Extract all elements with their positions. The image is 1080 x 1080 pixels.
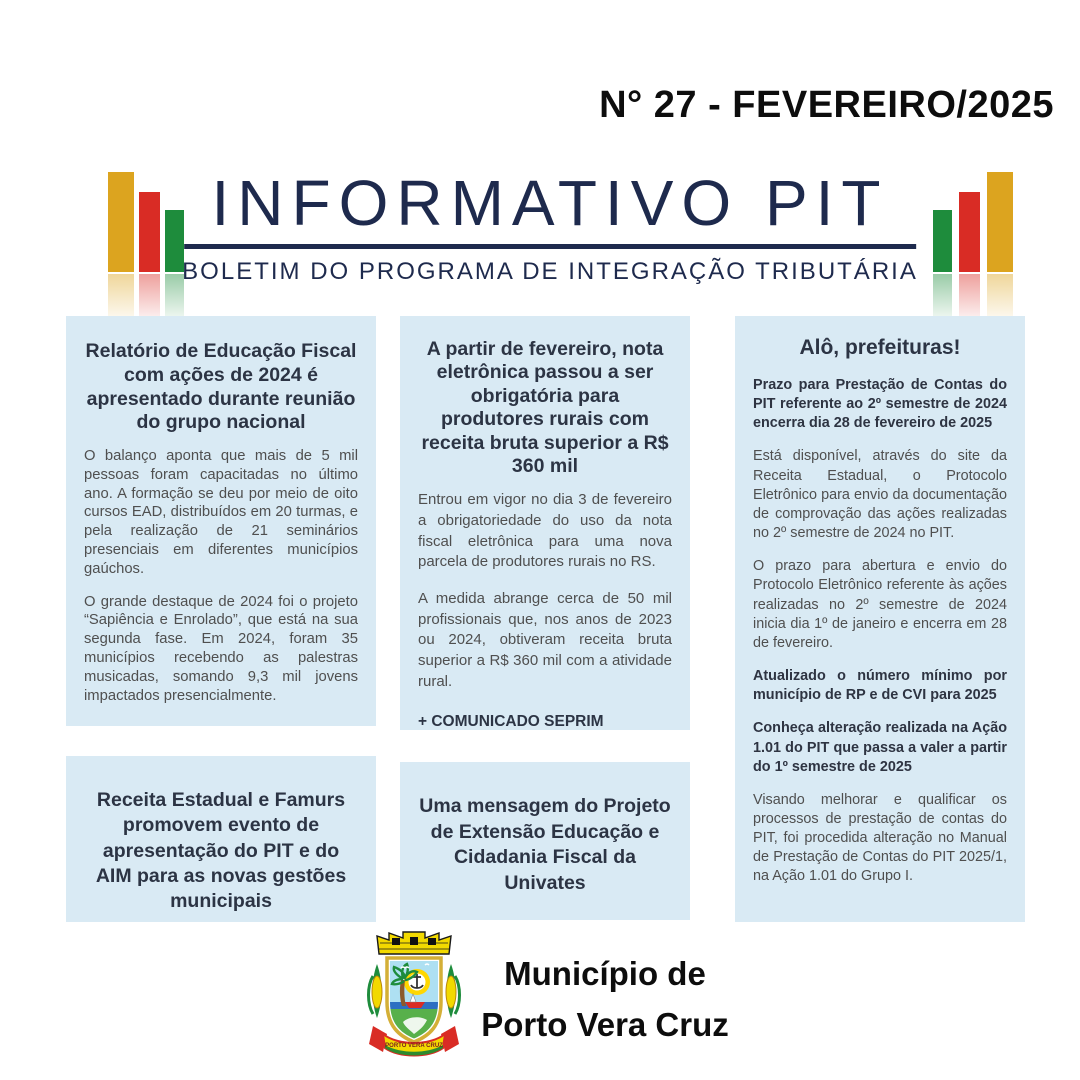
article-educacao-fiscal: [66, 316, 376, 726]
article-receita-famurs: [66, 756, 376, 922]
masthead: [182, 167, 918, 286]
article-paragraph: O balanço aponta que mais de 5 mil pessoas foram capacitadas no último ano. A formação se deu por meio de oito cursos EAD, distribuídos em 20 turmas, e pela realização de 21 seminários presenciais em diferentes municípios gaúchos.: [84, 448, 358, 577]
article-heading: Relatório de Educação Fiscal com ações de 2024 é apresentado durante reunião do grupo nacional: [85, 340, 357, 434]
article-paragraph: A medida abrange cerca de 50 mil profissionais que, nos anos de 2023 ou 2024, obtiveram receita bruta superior a R$ 360 mil com a atividade rural.: [418, 590, 672, 690]
article-paragraph: O prazo para abertura e envio do Protocolo Eletrônico referente às ações realizadas no 2º semestre de 2024 inicia dia 1º de janeiro e encerra em 28 de fevereiro.: [753, 558, 1007, 651]
crest-crown: [377, 932, 451, 954]
newsletter-title: INFORMATIVO PIT: [211, 167, 889, 239]
title-underline: [184, 244, 916, 249]
article-nota-eletronica: [400, 316, 690, 730]
crest-ribbon-text: PORTO VERA CRUZ: [385, 1043, 443, 1049]
article-heading: Receita Estadual e Famurs promovem evento de apresentação do PIT e do AIM para as novas gestões municipais: [95, 789, 347, 913]
crest-shield: [387, 958, 441, 1042]
bar-green-icon: [933, 210, 952, 272]
bar-red-icon: [139, 192, 160, 272]
municipality-name: [455, 948, 755, 1050]
article-paragraph: Prazo para Prestação de Contas do PIT referente ao 2º semestre de 2024 encerra dia 28 de fevereiro de 2025: [753, 377, 1007, 432]
municipality-crest-icon: [363, 930, 465, 1070]
municipality-line2: Porto Vera Cruz: [481, 1006, 729, 1044]
bar-gold-icon: [987, 172, 1013, 272]
article-heading: Uma mensagem do Projeto de Extensão Educação e Cidadania Fiscal da Univates: [419, 795, 671, 895]
issue-label: N° 27 - FEVEREIRO/2025: [599, 84, 1054, 126]
article-paragraph: Está disponível, através do site da Receita Estadual, o Protocolo Eletrônico para envio da documentação de comprovação das ações realizadas no 2º semestre de 2024 no PIT.: [753, 448, 1007, 542]
bar-gold-icon: [108, 172, 134, 272]
crest-corn-left: [369, 964, 383, 1018]
article-heading: Alô, prefeituras!: [799, 336, 961, 359]
comunicado-seprim-link[interactable]: + COMUNICADO SEPRIM: [418, 712, 604, 730]
bar-red-icon: [959, 192, 980, 272]
article-heading: A partir de fevereiro, nota eletrônica passou a ser obrigatória para produtores rurais com receita bruta superior a R$ 360 mil: [421, 338, 669, 477]
bar-green-icon: [165, 210, 184, 272]
article-paragraph: Entrou em vigor no dia 3 de fevereiro a obrigatoriedade do uso da nota fiscal eletrônica para uma nova parcela de produtores rurais no RS.: [418, 491, 672, 571]
article-paragraph: Conheça alteração realizada na Ação 1.01 do PIT que passa a valer a partir do 1º semestre de 2025: [753, 720, 1007, 775]
article-paragraph: Visando melhorar e qualificar os processos de prestação de contas do PIT, foi procedida alteração no Manual de Prestação de Contas do PIT 2025/1, na Ação 1.01 do Grupo I.: [753, 791, 1007, 885]
article-paragraph: O grande destaque de 2024 foi o projeto “Sapiência e Enrolado”, que está na sua segunda fase. Em 2024, foram 35 municípios recebendo as palestras musicadas, somando 9,3 mil jovens impactados presencialmente.: [84, 593, 358, 704]
municipality-line1: Município de: [504, 955, 706, 992]
article-univates: [400, 762, 690, 920]
article-alo-prefeituras: [735, 316, 1025, 922]
newsletter-subtitle: BOLETIM DO PROGRAMA DE INTEGRAÇÃO TRIBUTÁRIA: [182, 258, 918, 286]
article-paragraph: Atualizado o número mínimo por município de RP e de CVI para 2025: [753, 668, 1007, 704]
